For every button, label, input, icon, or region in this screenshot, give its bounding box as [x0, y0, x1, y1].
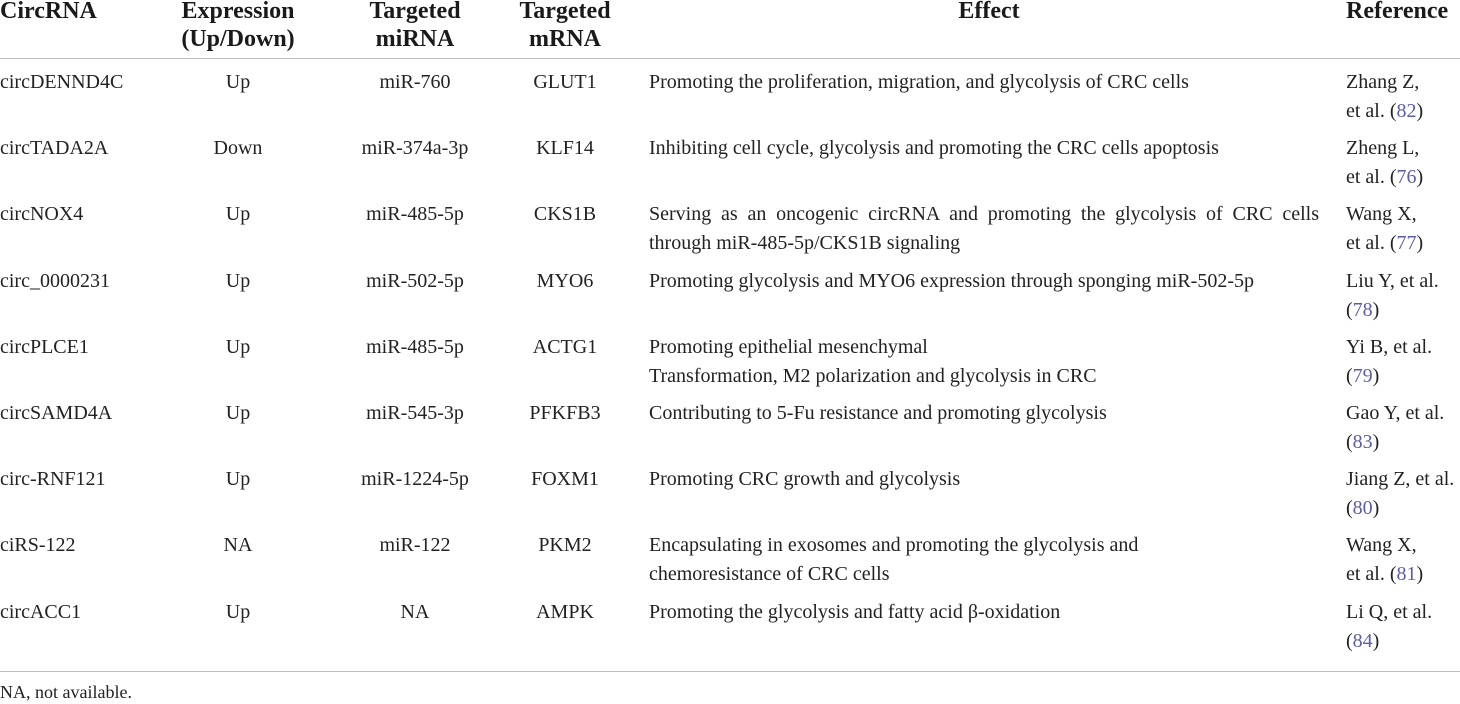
- cell-targeted-mrna: GLUT1: [533, 71, 597, 93]
- cell-targeted-mirna: miR-122: [379, 534, 451, 557]
- header-targeted-mrna: Targeted mRNA: [519, 0, 611, 52]
- cell-circrna: circ_0000231: [0, 269, 110, 292]
- reference-author: Li Q, et al. (: [1346, 600, 1433, 652]
- cell-targeted-mrna: PFKFB3: [529, 402, 601, 424]
- cell-targeted-mirna: miR-545-3p: [366, 402, 464, 424]
- reference-link[interactable]: 84: [1352, 629, 1373, 652]
- cell-expression: Up: [225, 468, 251, 491]
- cell-targeted-mirna: miR-760: [379, 71, 451, 93]
- table-row: [0, 525, 1460, 591]
- cell-targeted-mirna: miR-374a-3p: [361, 137, 469, 160]
- reference-author: Wang X, et al. (: [1346, 203, 1417, 255]
- cell-reference: [1346, 531, 1460, 589]
- table-row: [0, 128, 1460, 194]
- cell-reference: [1346, 333, 1460, 391]
- table-row: [0, 592, 1460, 658]
- cell-circrna: circSAMD4A: [0, 402, 113, 424]
- cell-reference: [1346, 200, 1460, 258]
- cell-circrna: circ-RNF121: [0, 468, 106, 491]
- cell-effect: Encapsulating in exosomes and promoting the glycolysis and chemoresistance of CRC cells: [649, 534, 1139, 586]
- cell-effect: Contributing to 5-Fu resistance and promoting glycolysis: [649, 402, 1107, 424]
- cell-reference: [1346, 68, 1460, 126]
- header-divider: [0, 58, 1460, 59]
- reference-author: Jiang Z, et al. (: [1346, 468, 1455, 520]
- table-footnote: NA, not available.: [0, 682, 132, 702]
- reference-link[interactable]: 83: [1352, 431, 1373, 453]
- cell-targeted-mirna: NA: [400, 600, 430, 623]
- cell-expression: NA: [223, 534, 253, 557]
- table-row: [0, 62, 1460, 128]
- reference-close-paren: ): [1416, 232, 1424, 255]
- reference-author: Wang X, et al. (: [1346, 534, 1417, 586]
- cell-targeted-mrna: PKM2: [538, 534, 592, 557]
- cell-expression: Up: [225, 600, 251, 623]
- reference-link[interactable]: 79: [1352, 364, 1373, 387]
- table-row: [0, 194, 1460, 260]
- reference-close-paren: ): [1416, 100, 1424, 122]
- reference-close-paren: ): [1372, 298, 1380, 321]
- cell-targeted-mirna: miR-485-5p: [366, 203, 464, 226]
- cell-expression: Up: [225, 269, 251, 292]
- reference-link[interactable]: 81: [1396, 563, 1417, 586]
- cell-expression: Up: [225, 203, 251, 226]
- reference-close-paren: ): [1372, 431, 1380, 453]
- reference-close-paren: ): [1416, 166, 1424, 189]
- cell-effect: Promoting glycolysis and MYO6 expression through sponging miR-502-5p: [649, 269, 1254, 292]
- reference-link[interactable]: 77: [1396, 232, 1417, 255]
- cell-effect: Serving as an oncogenic circRNA and promoting the glycolysis of CRC cells through miR-485-5p/CKS1B signaling: [649, 203, 1319, 255]
- header-reference: Reference: [1346, 0, 1449, 24]
- cell-expression: Up: [225, 335, 251, 358]
- table-row: [0, 327, 1460, 393]
- reference-link[interactable]: 78: [1352, 298, 1373, 321]
- cell-targeted-mrna: AMPK: [536, 600, 594, 623]
- cell-targeted-mrna: MYO6: [536, 269, 594, 292]
- cell-targeted-mrna: KLF14: [536, 137, 594, 160]
- reference-link[interactable]: 82: [1396, 100, 1417, 122]
- reference-close-paren: ): [1372, 364, 1380, 387]
- reference-author: Liu Y, et al. (: [1346, 269, 1439, 321]
- cell-expression: Up: [225, 402, 251, 424]
- header-circrna: CircRNA: [0, 0, 97, 24]
- cell-reference: [1346, 399, 1460, 457]
- header-targeted-mirna: Targeted miRNA: [369, 0, 461, 52]
- cell-circrna: circNOX4: [0, 203, 84, 226]
- cell-reference: [1346, 465, 1460, 523]
- reference-link[interactable]: 76: [1396, 166, 1417, 189]
- reference-link[interactable]: 80: [1352, 497, 1373, 520]
- table-row: [0, 459, 1460, 525]
- cell-targeted-mrna: FOXM1: [531, 468, 599, 491]
- header-effect: Effect: [958, 0, 1020, 24]
- header-expression: Expression (Up/Down): [181, 0, 295, 52]
- cell-effect: Promoting CRC growth and glycolysis: [649, 468, 961, 491]
- cell-targeted-mrna: ACTG1: [532, 335, 598, 358]
- cell-reference: [1346, 598, 1460, 656]
- cell-circrna: circDENND4C: [0, 71, 124, 93]
- reference-author: Zheng L, et al. (: [1346, 137, 1420, 189]
- reference-author: Yi B, et al. (: [1346, 335, 1433, 387]
- cell-targeted-mrna: CKS1B: [533, 203, 597, 226]
- cell-reference: [1346, 267, 1460, 325]
- table-bottom-divider: [0, 671, 1460, 672]
- cell-circrna: ciRS-122: [0, 534, 76, 557]
- cell-effect: Inhibiting cell cycle, glycolysis and promoting the CRC cells apoptosis: [649, 137, 1219, 160]
- cell-circrna: circTADA2A: [0, 137, 109, 160]
- cell-expression: Down: [213, 137, 263, 160]
- cell-circrna: circPLCE1: [0, 335, 89, 358]
- cell-effect: Promoting the glycolysis and fatty acid β-oxidation: [649, 600, 1061, 623]
- cell-reference: [1346, 134, 1460, 192]
- table-row: [0, 393, 1460, 459]
- reference-close-paren: ): [1372, 497, 1380, 520]
- cell-targeted-mirna: miR-485-5p: [366, 335, 464, 358]
- cell-expression: Up: [225, 71, 251, 93]
- cell-targeted-mirna: miR-502-5p: [366, 269, 464, 292]
- cell-circrna: circACC1: [0, 600, 82, 623]
- table-header: [0, 0, 1460, 58]
- reference-author: Zhang Z, et al. (: [1346, 71, 1420, 122]
- table-row: [0, 261, 1460, 327]
- reference-author: Gao Y, et al. (: [1346, 402, 1445, 453]
- cell-effect: Promoting epithelial mesenchymal Transformation, M2 polarization and glycolysis in CRC: [649, 335, 1097, 387]
- reference-close-paren: ): [1416, 563, 1424, 586]
- reference-close-paren: ): [1372, 629, 1380, 652]
- cell-effect: Promoting the proliferation, migration, and glycolysis of CRC cells: [649, 71, 1189, 93]
- cell-targeted-mirna: miR-1224-5p: [361, 468, 469, 491]
